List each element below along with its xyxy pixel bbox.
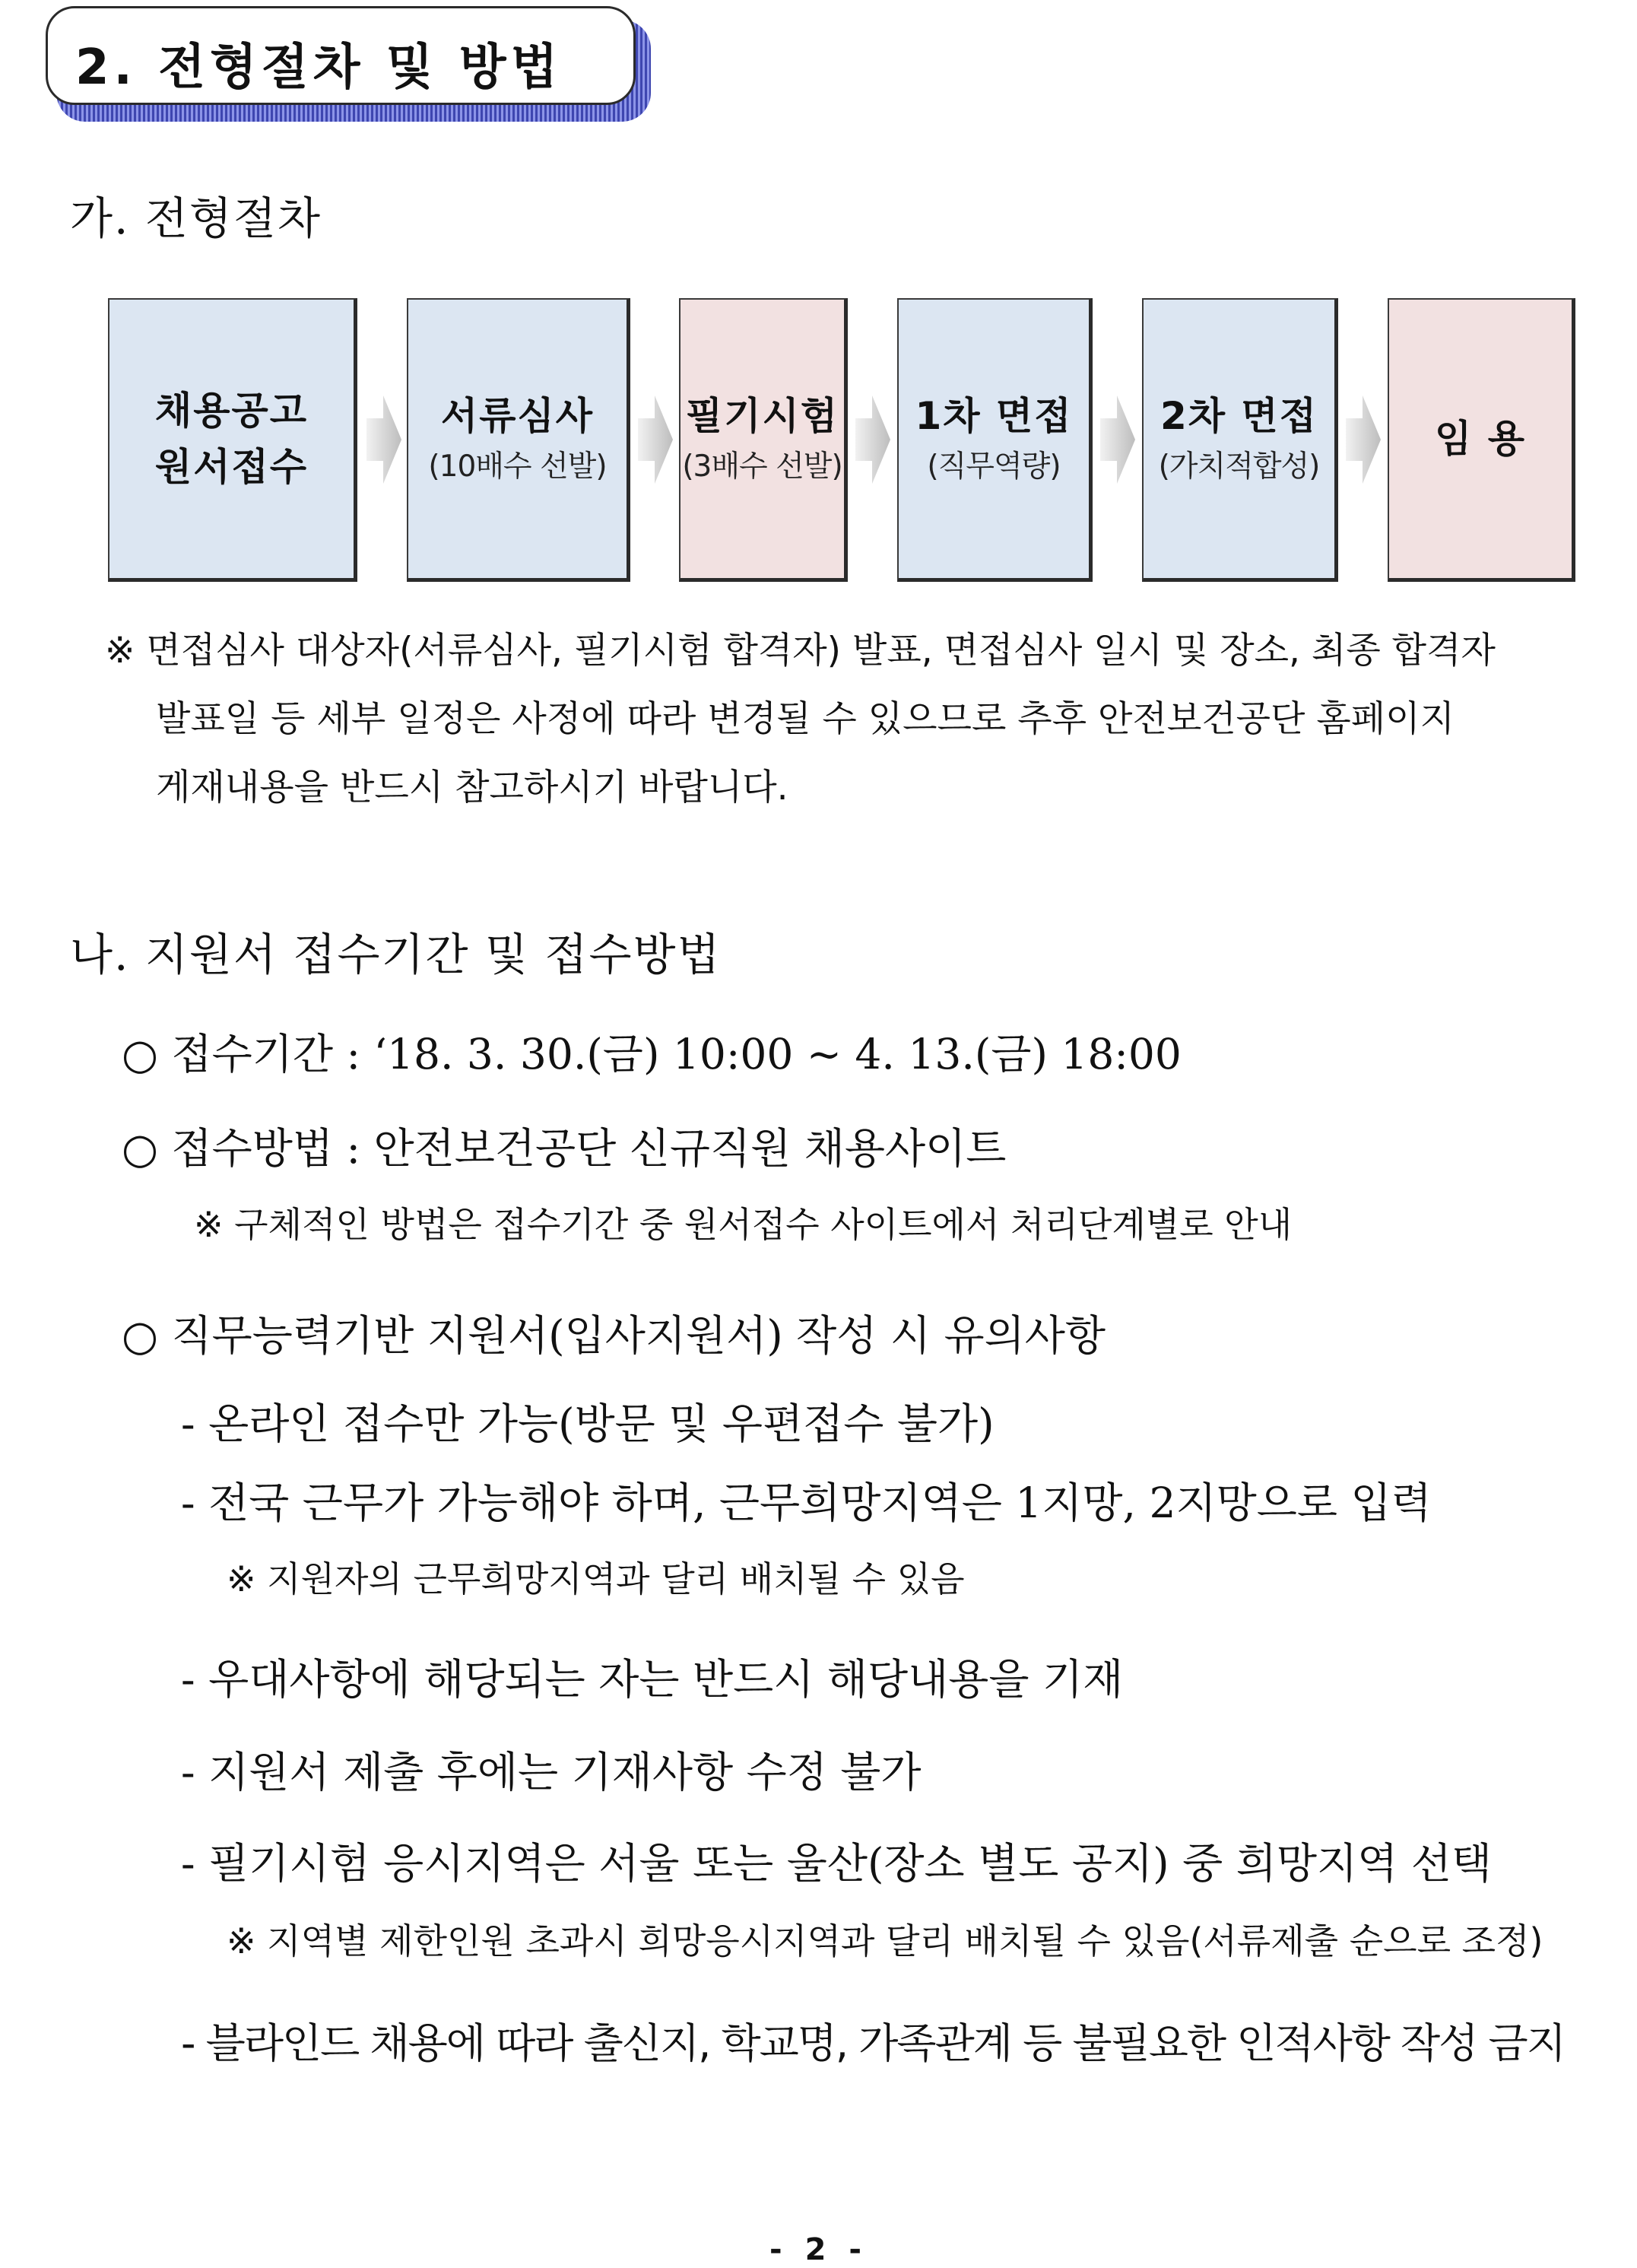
flow-arrow-icon [855, 395, 890, 484]
flow-arrow-icon [638, 395, 673, 484]
step-box-appointment [1388, 298, 1575, 582]
flow-arrow-icon [366, 395, 401, 484]
step-title: 임 용 [1434, 417, 1526, 461]
step-title: 서류심사 [440, 394, 595, 438]
step-subtitle: (10배수 선발) [428, 449, 607, 484]
caution-item-region-note: ※ 지원자의 근무희망지역과 달리 배치될 수 있음 [227, 1558, 965, 1599]
page-number: - 2 - [769, 2232, 868, 2267]
application-method: ○ 접수방법 : 안전보건공단 신규직원 채용사이트 [122, 1124, 1007, 1173]
flow-arrow-icon [1346, 395, 1381, 484]
step-box-first-interview [897, 298, 1093, 582]
subsection-heading-procedure: 가. 전형절차 [70, 192, 322, 244]
application-method-note: ※ 구체적인 방법은 접수기간 중 원서접수 사이트에서 처리단계별로 안내 [194, 1204, 1293, 1245]
caution-item-preference: - 우대사항에 해당되는 자는 반드시 해당내용을 기재 [181, 1655, 1124, 1704]
step-box-application [108, 298, 357, 582]
caution-item-no-edit: - 지원서 제출 후에는 기재사항 수정 불가 [181, 1748, 922, 1796]
caution-item-online: - 온라인 접수만 가능(방문 및 우편접수 불가) [181, 1399, 995, 1448]
step-title-line1: 채용공고 [154, 389, 309, 433]
step-title: 필기시험 [685, 394, 839, 438]
caution-item-region: - 전국 근무가 가능해야 하며, 근무희망지역은 1지망, 2지망으로 입력 [181, 1479, 1432, 1527]
step-box-written-exam [679, 298, 848, 582]
schedule-note-line3: 게재내용을 반드시 참고하시기 바랍니다. [156, 767, 788, 808]
schedule-note-line1: ※ 면접심사 대상자(서류심사, 필기시험 합격자) 발표, 면접심사 일시 및 장소, 최종 합격자 [105, 630, 1496, 672]
step-subtitle: (가치적합성) [1158, 449, 1320, 484]
caution-item-blind-hiring: - 블라인드 채용에 따라 출신지, 학교명, 가족관계 등 불필요한 인적사항 작성 금지 [181, 2019, 1565, 2067]
section-title: 2. 전형절차 및 방법 [75, 40, 563, 96]
title-tab-face [46, 6, 636, 105]
step-title-line2: 원서접수 [154, 445, 309, 489]
caution-item-exam-location-note: ※ 지역별 제한인원 초과시 희망응시지역과 달리 배치될 수 있음(서류제출 순으로 조정) [227, 1920, 1543, 1961]
section-title-tab [46, 6, 654, 124]
subsection-heading-application: 나. 지원서 접수기간 및 접수방법 [70, 929, 722, 980]
step-subtitle: (3배수 선발) [682, 449, 842, 484]
step-subtitle: (직무역량) [927, 449, 1061, 484]
flow-arrow-icon [1100, 395, 1135, 484]
step-title: 1차 면접 [915, 394, 1073, 438]
step-title: 2차 면접 [1160, 394, 1318, 438]
step-box-document-review [407, 298, 630, 582]
caution-heading: ○ 직무능력기반 지원서(입사지원서) 작성 시 유의사항 [122, 1311, 1106, 1360]
application-period: ○ 접수기간 : ‘18. 3. 30.(금) 10:00 ~ 4. 13.(금) 18:00 [122, 1030, 1182, 1078]
caution-item-exam-location: - 필기시험 응시지역은 서울 또는 울산(장소 별도 공지) 중 희망지역 선택 [181, 1839, 1492, 1888]
schedule-note-line2: 발표일 등 세부 일정은 사정에 따라 변경될 수 있으므로 추후 안전보건공단 홈페이지 [156, 698, 1455, 740]
step-box-second-interview [1142, 298, 1338, 582]
